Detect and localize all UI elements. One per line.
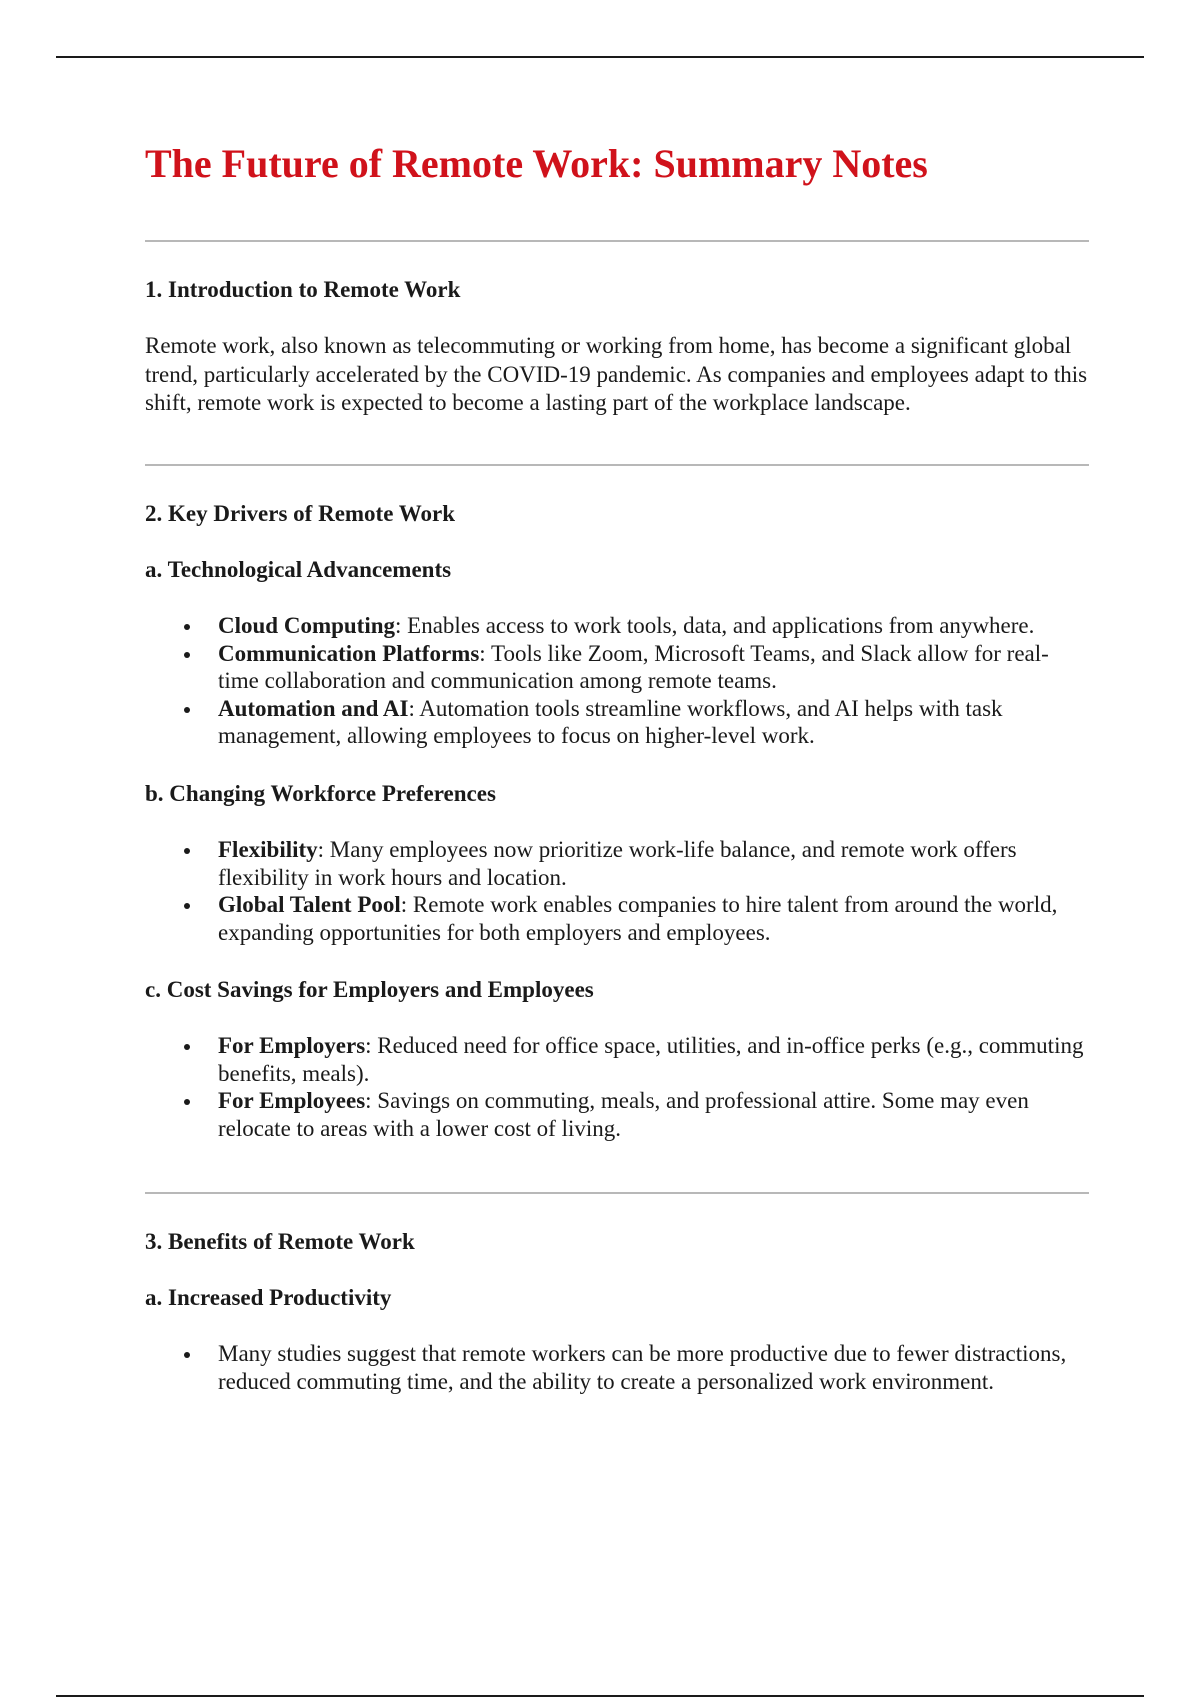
subsection-heading-workforce-preferences: b. Changing Workforce Preferences [145, 781, 496, 806]
list-item-text: : Many employees now prioritize work-life balance, and remote work offers flexibility in work hours and location. [218, 837, 1017, 890]
section-heading-key-drivers: 2. Key Drivers of Remote Work [145, 501, 455, 526]
subsection-heading-cost-savings: c. Cost Savings for Employers and Employees [145, 977, 594, 1002]
document-title: The Future of Remote Work: Summary Notes [145, 141, 928, 186]
list-item-text: : Automation tools streamline workflows, and AI helps with task management, allowing employees to focus on higher-level work. [218, 695, 1003, 748]
section-heading-benefits: 3. Benefits of Remote Work [145, 1229, 415, 1254]
list-item-text: : Remote work enables companies to hire talent from around the world, expanding opportunities for both employers and employees. [218, 892, 1058, 945]
list-item [145, 612, 1089, 640]
list-item [145, 640, 1089, 695]
list-item-term: Global Talent Pool [218, 892, 401, 917]
list-item [145, 1087, 1089, 1142]
list-item [145, 836, 1089, 891]
section-divider [145, 464, 1089, 466]
cost-savings-list [145, 1032, 1089, 1142]
list-item-text: : Enables access to work tools, data, and applications from anywhere. [395, 613, 1035, 638]
subsection-heading-increased-productivity: a. Increased Productivity [145, 1285, 392, 1310]
list-item [145, 891, 1089, 946]
list-item-text: : Reduced need for office space, utilities, and in-office perks (e.g., commuting benefits, meals). [218, 1033, 1084, 1086]
section-divider [145, 240, 1089, 242]
list-item-term: For Employers [218, 1033, 366, 1058]
list-item-term: Cloud Computing [218, 613, 396, 638]
section-heading-introduction: 1. Introduction to Remote Work [145, 277, 461, 302]
list-item-text: : Tools like Zoom, Microsoft Teams, and Slack allow for real-time collaboration and communication among remote teams. [218, 640, 1049, 693]
page-top-rule [56, 56, 1144, 58]
list-item-text: Many studies suggest that remote workers can be more productive due to fewer distractions, reduced commuting time, and the ability to create a personalized work environment. [218, 1341, 1067, 1394]
subsection-heading-technological-advancements: a. Technological Advancements [145, 557, 452, 582]
list-item [145, 695, 1089, 750]
page-bottom-rule [56, 1695, 1144, 1697]
section-divider [145, 1192, 1089, 1194]
list-item-term: Flexibility [218, 837, 318, 862]
list-item-term: For Employees [218, 1088, 366, 1113]
list-item-text: : Savings on commuting, meals, and professional attire. Some may even relocate to areas with a lower cost of living. [218, 1088, 1029, 1141]
introduction-paragraph: Remote work, also known as telecommuting or working from home, has become a significant global trend, particularly accelerated by the COVID-19 pandemic. As companies and employees adapt to this shift, remote work is expected to become a lasting part of the workplace landscape. [145, 333, 1088, 415]
list-item [145, 1340, 1089, 1395]
list-item-term: Communication Platforms [218, 640, 480, 666]
list-item [145, 1032, 1089, 1087]
list-item-term: Automation and AI [218, 695, 409, 721]
workforce-preferences-list [145, 836, 1089, 946]
technological-advancements-list [145, 612, 1089, 750]
increased-productivity-list [145, 1340, 1089, 1395]
